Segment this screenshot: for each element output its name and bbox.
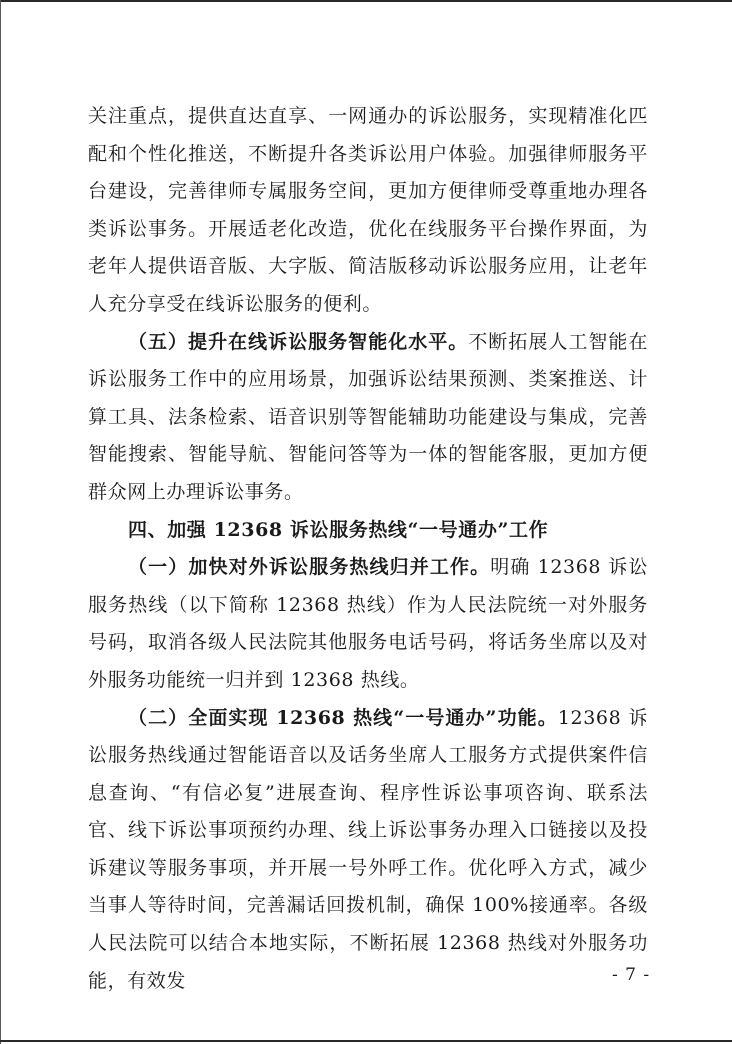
- paragraph-lead: （五）提升在线诉讼服务智能化水平。: [128, 330, 469, 353]
- section-heading: 四、加强 12368 诉讼服务热线“一号通办”工作: [128, 518, 549, 541]
- paragraph-lead: （二）全面实现 12368 热线“一号通办”功能。: [128, 706, 558, 729]
- paragraph-text: 关注重点，提供直达直享、一网通办的诉讼服务，实现精准化匹配和个性化推送，不断提升各类诉讼用户体验。加强律师服务平台建设，完善律师专属服务空间，更加方便律师受尊重地办理各类诉讼事务。开展适老化改造，优化在线服务平台操作界面，为老年人提供语音版、大字版、简洁版移动诉讼服务应用，让老年人充分享受在线诉讼服务的便利。: [88, 105, 648, 315]
- paragraph-text: 12368 诉讼服务热线通过智能语音以及话务坐席人工服务方式提供案件信息查询、“有信必复”进展查询、程序性诉讼事项咨询、联系法官、线下诉讼事项预约办理、线上诉讼事务办理入口链接以及投诉建议等服务事项，并开展一号外呼工作。优化呼入方式，减少当事人等待时间，完善漏话回拨机制，确保 100%接通率。各级人民法院可以结合本地实际，不断拓展 12368 热线对外服务功能，有效发: [88, 706, 648, 992]
- paragraph-text: 不断拓展人工智能在诉讼服务工作中的应用场景，加强诉讼结果预测、类案推送、计算工具、法条检索、语音识别等智能辅助功能建设与集成，完善智能搜索、智能导航、智能问答等为一体的智能客服，更加方便群众网上办理诉讼事务。: [88, 330, 649, 503]
- document-body: [88, 98, 651, 1000]
- paragraph-hotline-merge: [88, 549, 648, 699]
- paragraph-one-number-service: [88, 700, 651, 1001]
- page-left-border: [0, 0, 1, 1044]
- page-bottom-border: [0, 1040, 732, 1042]
- paragraph-text: 明确 12368 诉讼服务热线（以下简称 12368 热线）作为人民法院统一对外服务号码，取消各级人民法院其他服务电话号码，将话务坐席以及对外服务功能统一归并到 12368 热线。: [88, 556, 648, 691]
- paragraph-continuation: [88, 98, 648, 324]
- page-number: - 7 -: [612, 965, 651, 985]
- paragraph-lead: （一）加快对外诉讼服务热线归并工作。: [128, 556, 491, 579]
- page-top-border: [0, 0, 732, 2]
- paragraph-online-service-intelligence: [88, 324, 648, 512]
